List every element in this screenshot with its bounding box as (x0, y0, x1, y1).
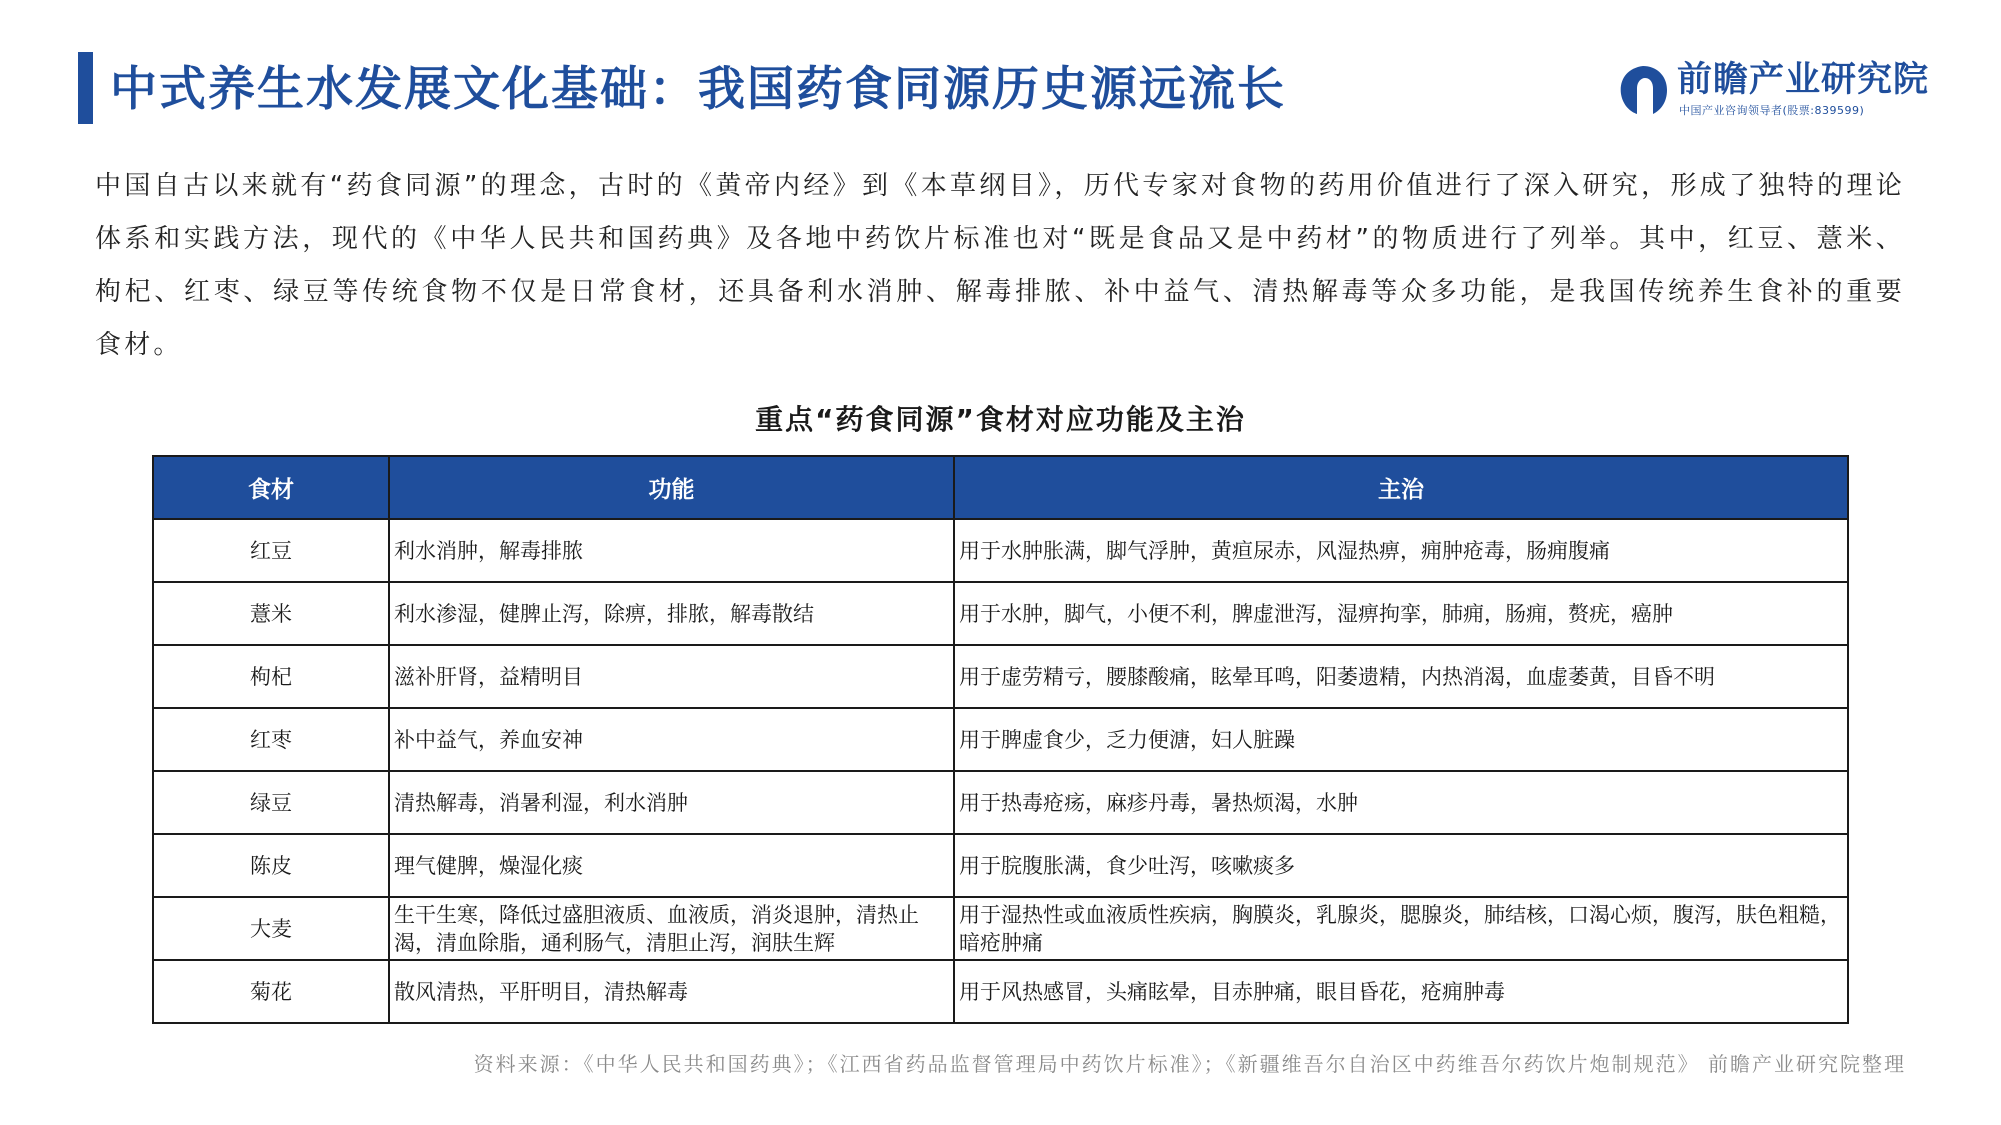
cell-function: 清热解毒，消暑利湿，利水消肿 (389, 771, 954, 834)
table-row (153, 960, 1848, 1023)
table-row (153, 897, 1848, 960)
table-row (153, 645, 1848, 708)
table-header-row (153, 456, 1848, 519)
cell-function: 理气健脾，燥湿化痰 (389, 834, 954, 897)
header-treatment: 主治 (954, 456, 1848, 519)
page-title: 中式养生水发展文化基础：我国药食同源历史源远流长 (110, 62, 1286, 117)
cell-treatment: 用于脘腹胀满，食少吐泻，咳嗽痰多 (954, 834, 1848, 897)
company-logo (1615, 58, 1930, 120)
logo-tagline: 中国产业咨询领导者(股票:839599) (1679, 104, 1865, 117)
cell-function: 生干生寒，降低过盛胆液质、血液质，消炎退肿，清热止渴，清血除脂，通利肠气，清胆止泻，润肤生辉 (389, 897, 954, 960)
table-row (153, 771, 1848, 834)
cell-treatment: 用于风热感冒，头痛眩晕，目赤肿痛，眼目昏花，疮痈肿毒 (954, 960, 1848, 1023)
table-row (153, 708, 1848, 771)
cell-ingredient: 绿豆 (153, 771, 389, 834)
cell-ingredient: 枸杞 (153, 645, 389, 708)
source-note: 资料来源：《中华人民共和国药典》；《江西省药品监督管理局中药饮片标准》；《新疆维吾尔自治区中药维吾尔药饮片炮制规范》 前瞻产业研究院整理 (473, 1052, 1906, 1076)
cell-treatment: 用于虚劳精亏，腰膝酸痛，眩晕耳鸣，阳萎遗精，内热消渴，血虚萎黄，目昏不明 (954, 645, 1848, 708)
cell-function: 补中益气，养血安神 (389, 708, 954, 771)
logo-mark-icon (1615, 62, 1671, 116)
cell-ingredient: 薏米 (153, 582, 389, 645)
cell-ingredient: 菊花 (153, 960, 389, 1023)
table-row (153, 834, 1848, 897)
table-title: 重点“药食同源”食材对应功能及主治 (755, 403, 1246, 436)
table-row (153, 582, 1848, 645)
food-function-table (152, 455, 1849, 1024)
cell-function: 散风清热，平肝明目，清热解毒 (389, 960, 954, 1023)
cell-treatment: 用于水肿胀满，脚气浮肿，黄疸尿赤，风湿热痹，痈肿疮毒，肠痈腹痛 (954, 519, 1848, 582)
cell-function: 利水渗湿，健脾止泻，除痹，排脓，解毒散结 (389, 582, 954, 645)
logo-name: 前瞻产业研究院 (1677, 60, 1930, 100)
header-ingredient: 食材 (153, 456, 389, 519)
cell-treatment: 用于热毒疮疡，麻疹丹毒，暑热烦渴，水肿 (954, 771, 1848, 834)
cell-treatment: 用于水肿，脚气，小便不利，脾虚泄泻，湿痹拘挛，肺痈，肠痈，赘疣，癌肿 (954, 582, 1848, 645)
cell-ingredient: 红枣 (153, 708, 389, 771)
cell-treatment: 用于湿热性或血液质性疾病，胸膜炎，乳腺炎，腮腺炎，肺结核，口渴心烦，腹泻，肤色粗糙，暗疮肿痛 (954, 897, 1848, 960)
cell-function: 利水消肿，解毒排脓 (389, 519, 954, 582)
cell-function: 滋补肝肾，益精明目 (389, 645, 954, 708)
table-row (153, 519, 1848, 582)
cell-treatment: 用于脾虚食少，乏力便溏，妇人脏躁 (954, 708, 1848, 771)
cell-ingredient: 陈皮 (153, 834, 389, 897)
intro-paragraph: 中国自古以来就有“药食同源”的理念，古时的《黄帝内经》到《本草纲目》，历代专家对食物的药用价值进行了深入研究，形成了独特的理论体系和实践方法，现代的《中华人民共和国药典》及各地中药饮片标准也对“既是食品又是中药材”的物质进行了列举。其中，红豆、薏米、枸杞、红枣、绿豆等传统食物不仅是日常食材，还具备利水消肿、解毒排脓、补中益气、清热解毒等众多功能，是我国传统养生食补的重要食材。 (95, 171, 1905, 360)
cell-ingredient: 大麦 (153, 897, 389, 960)
header-function: 功能 (389, 456, 954, 519)
title-accent-bar (78, 52, 93, 124)
cell-ingredient: 红豆 (153, 519, 389, 582)
